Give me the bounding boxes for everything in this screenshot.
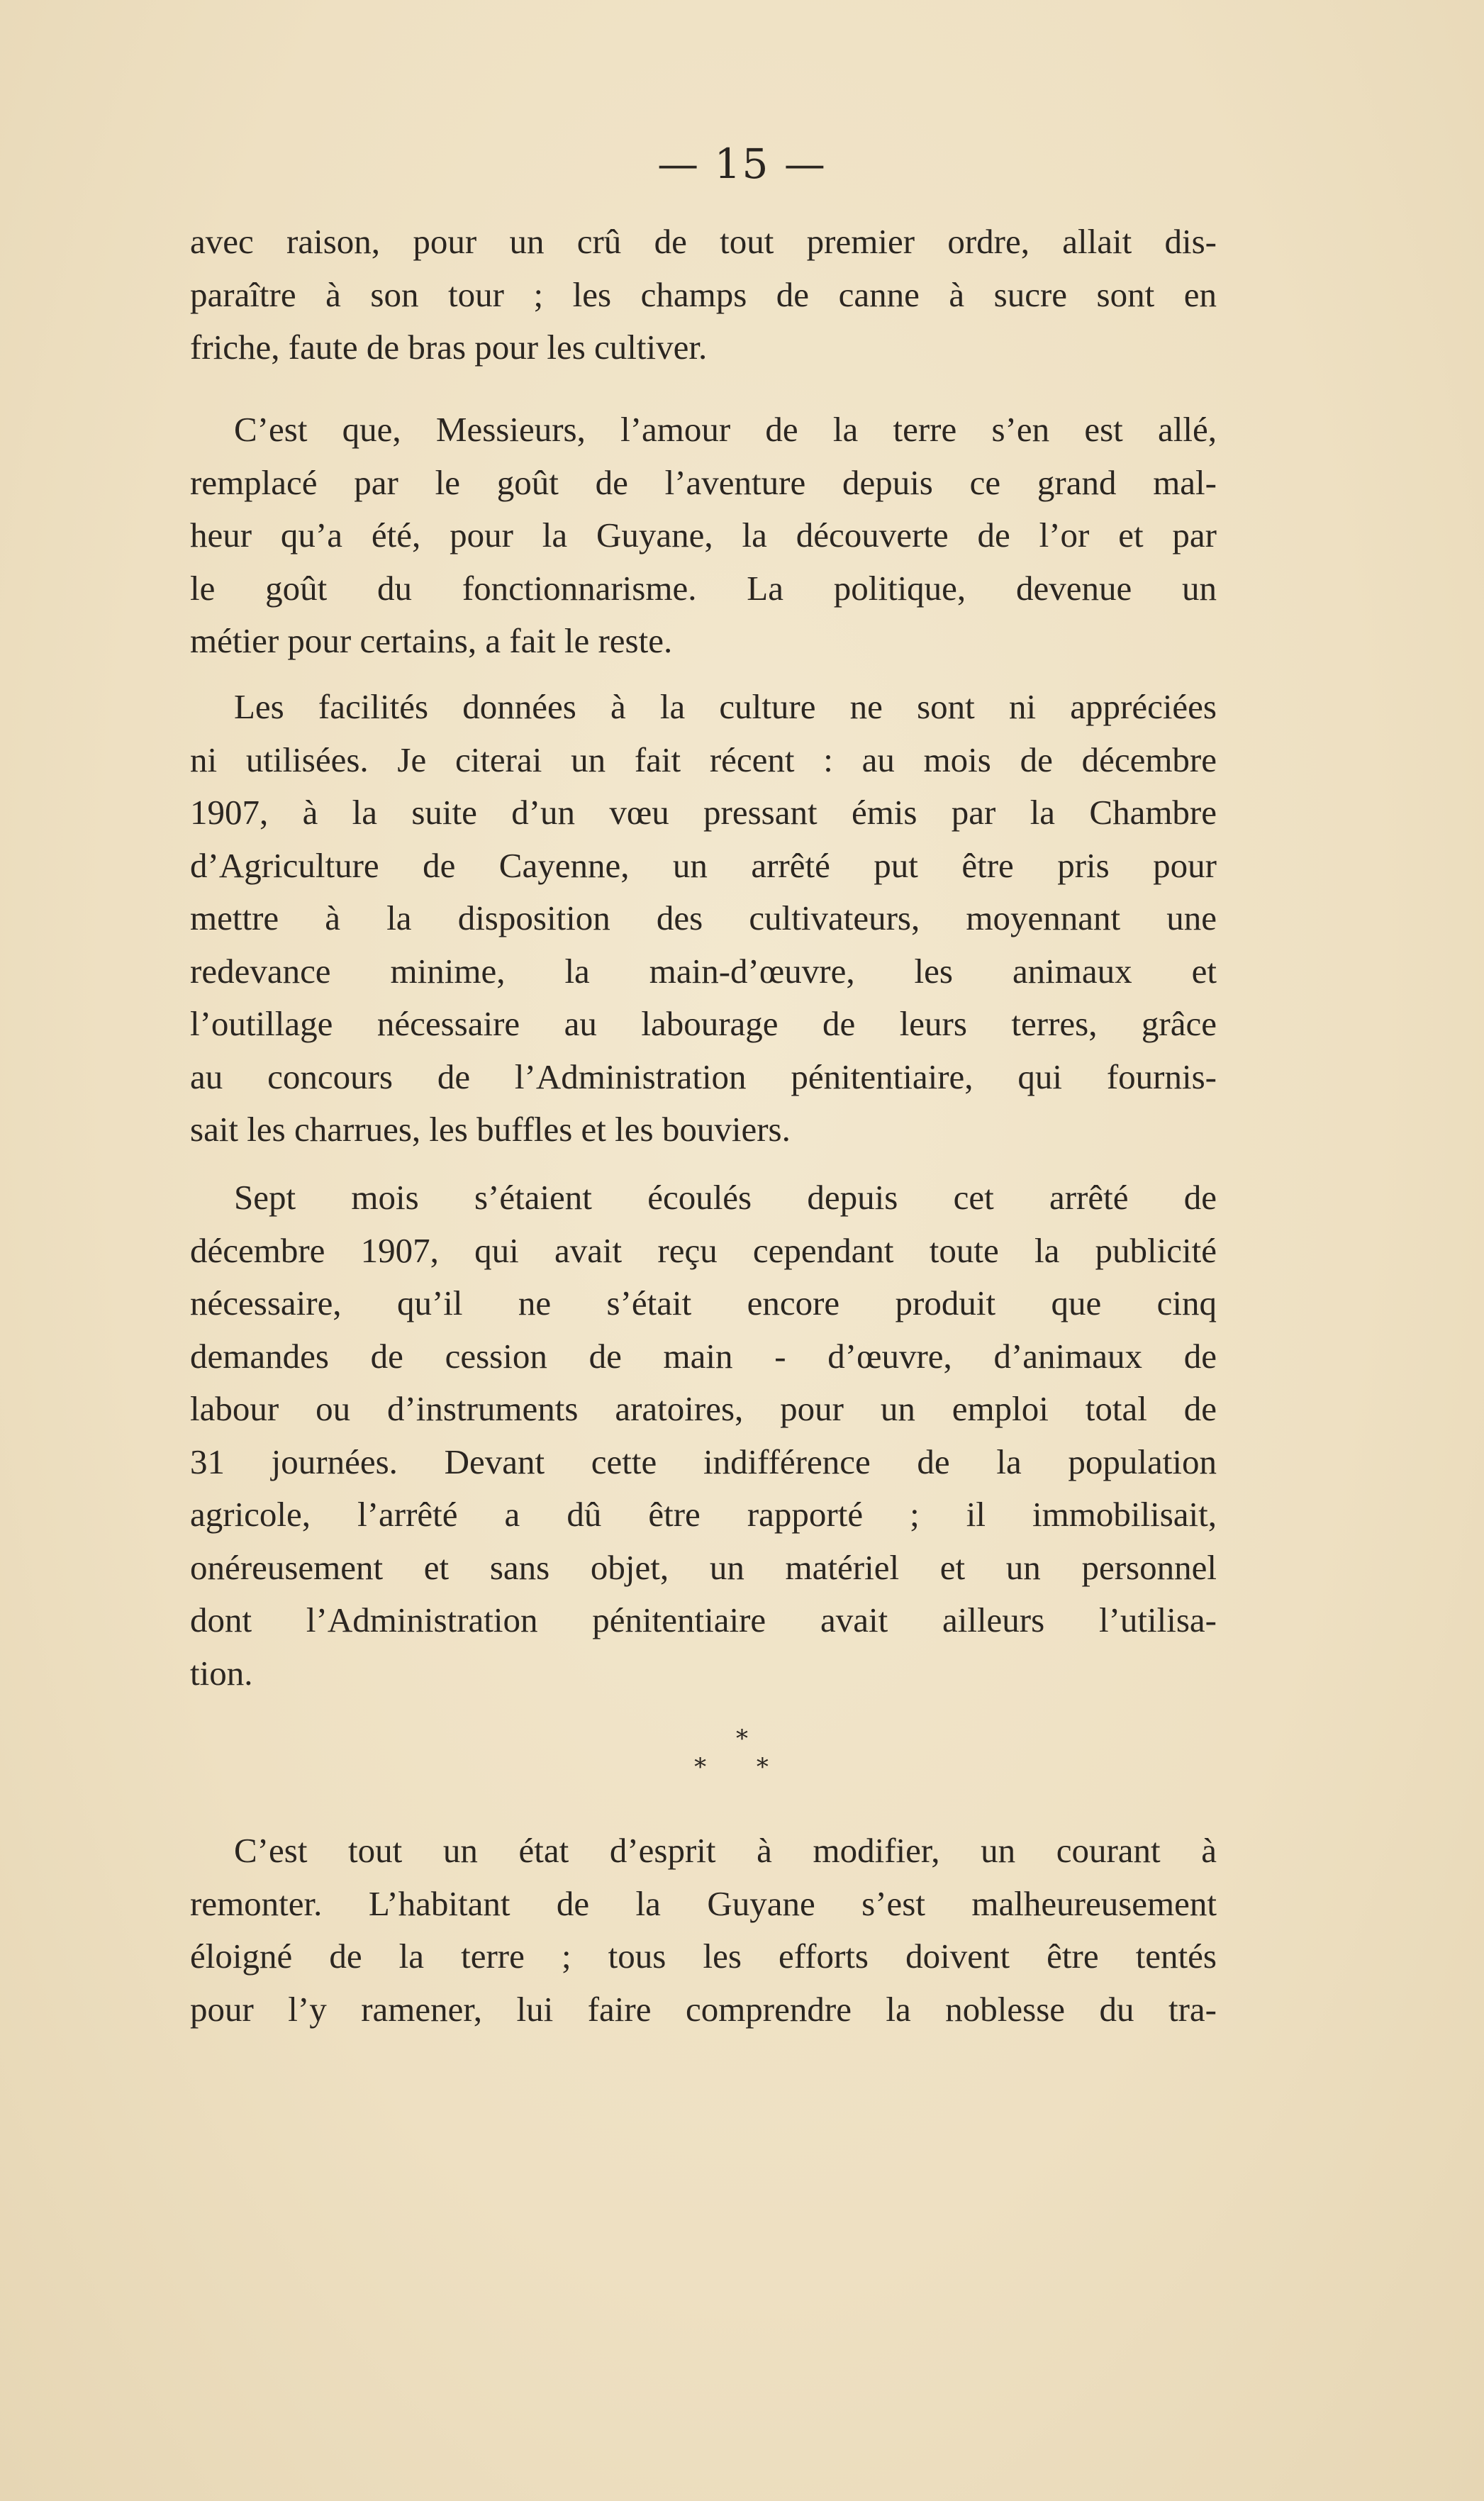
text-line: C’est que, Messieurs, l’amour de la terre s’en est allé, [234,410,1217,449]
text-line: décembre 1907, qui avait reçu cependant toute la publicité [190,1230,1217,1270]
text-line: onéreusement et sans objet, un matériel et un personnel [190,1547,1217,1587]
text-line: métier pour certains, a fait le reste. [190,621,673,660]
page-number: — 15 — [657,140,827,188]
text-line: agricole, l’arrêté a dû être rapporté ; il immobilisait, [190,1495,1217,1534]
text-line: remonter. L’habitant de la Guyane s’est malheureusement [190,1883,1217,1923]
text-line: Sept mois s’étaient écoulés depuis cet arrêté de [234,1178,1217,1217]
section-ornament-bottom: * * [694,1753,790,1781]
text-line: le goût du fonctionnarisme. La politique, devenue un [190,568,1217,608]
text-line: sait les charrues, les buffles et les bouviers. [190,1110,791,1149]
text-line: 1907, à la suite d’un vœu pressant émis par la Chambre [190,793,1217,832]
text-line: 31 journées. Devant cette indifférence de la population [190,1442,1217,1481]
section-ornament-top: * [736,1725,748,1753]
text-line: au concours de l’Administration pénitentiaire, qui fournis- [190,1057,1217,1096]
paragraph-4 [190,1171,1217,1700]
text-line: heur qu’a été, pour la Guyane, la découverte de l’or et par [190,516,1217,555]
text-line: labour ou d’instruments aratoires, pour un emploi total de [190,1389,1217,1428]
text-line: pour l’y ramener, lui faire comprendre la noblesse du tra- [190,1989,1217,2029]
text-line: demandes de cession de main - d’œuvre, d’animaux de [190,1336,1217,1376]
paragraph-2 [190,403,1217,668]
text-line: C’est tout un état d’esprit à modifier, un courant à [234,1831,1217,1870]
text-line: dont l’Administration pénitentiaire avait ailleurs l’utilisa- [190,1600,1217,1639]
text-line: remplacé par le goût de l’aventure depuis ce grand mal- [190,462,1217,502]
text-line: redevance minime, la main-d’œuvre, les animaux et [190,951,1217,991]
text-line: avec raison, pour un crû de tout premier ordre, allait dis- [190,222,1217,261]
text-line: mettre à la disposition des cultivateurs, moyennant une [190,898,1217,937]
text-line: ni utilisées. Je citerai un fait récent : au mois de décembre [190,740,1217,779]
text-line: paraître à son tour ; les champs de canne à sucre sont en [190,274,1217,314]
text-line: tion. [190,1653,253,1693]
paragraph-5 [190,1825,1217,2036]
text-line: Les facilités données à la culture ne sont ni appréciées [234,687,1217,726]
text-line: nécessaire, qu’il ne s’était encore produit que cinq [190,1283,1217,1322]
text-line: éloigné de la terre ; tous les efforts doivent être tentés [190,1937,1217,1976]
paragraph-3 [190,681,1217,1157]
text-line: l’outillage nécessaire au labourage de leurs terres, grâce [190,1004,1217,1043]
text-line: friche, faute de bras pour les cultiver. [190,328,708,367]
text-line: d’Agriculture de Cayenne, un arrêté put être pris pour [190,845,1217,885]
paragraph-1 [190,216,1217,374]
